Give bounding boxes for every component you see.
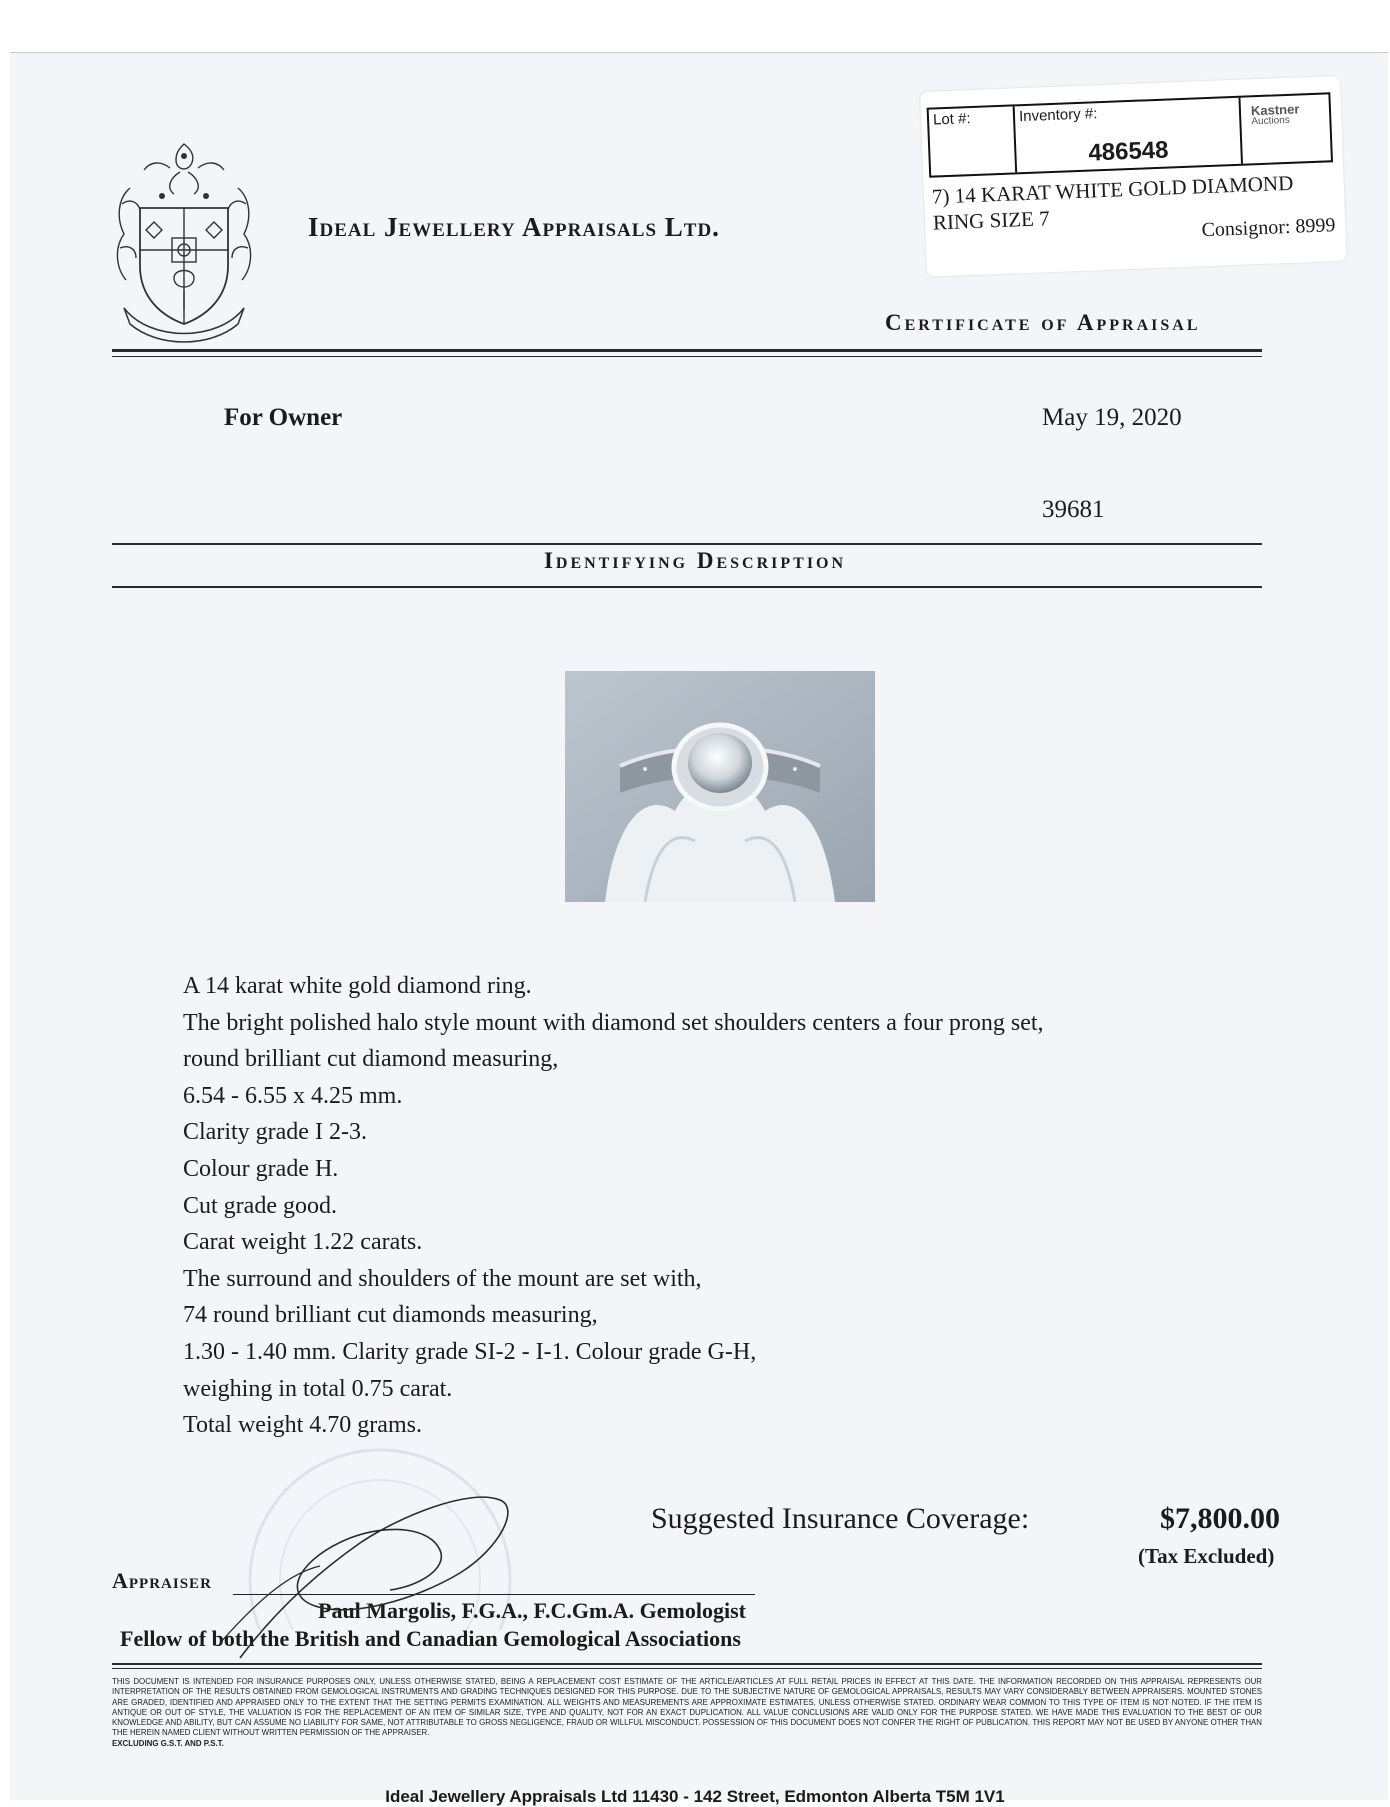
description-line: 1.30 - 1.40 mm. Clarity grade SI-2 - I-1. Colour grade G-H, <box>183 1338 757 1365</box>
disclaimer-text <box>112 1677 1262 1749</box>
company-address-footer: Ideal Jewellery Appraisals Ltd 11430 - 142 Street, Edmonton Alberta T5M 1V1 <box>385 1787 1005 1806</box>
disclaimer-body: THIS DOCUMENT IS INTENDED FOR INSURANCE PURPOSES ONLY, UNLESS OTHERWISE STATED, BEING A REPLACEMENT COST ESTIMATE OF THE ARTICLE/ARTICLES AT FULL RETAIL PRICES IN EFFECT AT THIS DATE. THE INFORMATION RECORDED ON THIS APPRAISAL REPRESENTS OUR INTERPRETATION OF THE RESULTS OBTAINED FROM GEMOLOGICAL INSTRUMENTS AND GRADING TECHNIQUES DESIGNED FOR THIS PURPOSE. DUE TO THE SUBJECTIVE NATURE OF GEMOLOGICAL APPRAISALS, RESULTS MAY VARY CONSIDERABLY BETWEEN APPRAISERS. MOUNTED STONES ARE GRADED, IDENTIFIED AND APPRAISED ONLY TO THE EXTENT THAT THE SETTING PERMITS EXAMINATION. ALL WEIGHTS AND MEASUREMENTS ARE APPROXIMATE ESTIMATES, UNLESS OTHERWISE STATED. ORDINARY WEAR COMMON TO THIS TYPE OF ITEM IS NOT NOTED. IF THE ITEM IS ANTIQUE OR OUT OF STYLE, THE VALUATION IS FOR THE REPLACEMENT OF AN ITEM OF SIMILAR SIZE, TYPE AND QUALITY, NOT FOR AN EXACT DUPLICATION. ALL VALUE CONCLUSIONS ARE VALID ONLY FOR THE PURPOSE STATED. WE HAVE MADE THIS EVALUATION TO THE BEST OF OUR KNOWLEDGE AND ABILITY, BUT CAN ASSUME NO LIABILITY FOR SAME, NOT ATTRIBUTABLE TO GROSS NEGLIGENCE, FRAUD OR WILLFUL MISCONDUCT. POSSESSION OF THIS DOCUMENT DOES NOT CONFER THE RIGHT OF PUBLICATION. THIS REPORT MAY NOT BE USED BY ANYONE OTHER THAN THE HEREIN NAMED CLIENT WITHOUT WRITTEN PERMISSION OF THE APPRAISER. <box>112 1677 1262 1738</box>
auction-logo-line1: Kastner <box>1250 101 1300 119</box>
description-line: 6.54 - 6.55 x 4.25 mm. <box>183 1082 403 1109</box>
lot-label: Lot #: <box>932 110 971 129</box>
description-line: weighing in total 0.75 carat. <box>183 1375 453 1402</box>
description-line: A 14 karat white gold diamond ring. <box>183 973 532 999</box>
owner-label: For Owner <box>224 404 343 431</box>
inventory-cell <box>1015 98 1243 173</box>
description-line: Total weight 4.70 grams. <box>183 1412 422 1439</box>
coat-of-arms-crest <box>110 138 258 348</box>
section-rule-bottom <box>112 586 1262 588</box>
description-line: Cut grade good. <box>183 1192 337 1219</box>
logo-cell <box>1240 94 1330 163</box>
company-name: Ideal Jewellery Appraisals Ltd. <box>308 212 720 242</box>
header-rule-thin <box>112 356 1262 357</box>
footer-rule-thin <box>112 1668 1262 1669</box>
handwritten-signature <box>200 1468 530 1668</box>
description-line: The bright polished halo style mount with diamond set shoulders centers a four prong set, <box>183 1009 1044 1036</box>
description-line: Carat weight 1.22 carats. <box>183 1229 423 1256</box>
tax-excluded-note: (Tax Excluded) <box>1138 1544 1275 1568</box>
item-description <box>183 968 1044 1444</box>
insurance-amount: $7,800.00 <box>1160 1502 1280 1535</box>
description-line: round brilliant cut diamond measuring, <box>183 1046 559 1073</box>
appraiser-name: Paul Margolis, F.G.A., F.C.Gm.A. Gemologist <box>318 1598 746 1623</box>
ring-photo <box>565 671 875 902</box>
tag-table <box>927 92 1333 177</box>
appraiser-label: Appraiser <box>112 1568 212 1593</box>
description-line: Clarity grade I 2-3. <box>183 1119 367 1146</box>
insurance-label: Suggested Insurance Coverage: <box>651 1502 1030 1535</box>
tag-description: 7) 14 KARAT WHITE GOLD DIAMOND RING SIZE 7 <box>931 170 1294 235</box>
section-rule-top <box>112 543 1262 545</box>
identifying-description-title: Identifying Description <box>543 548 847 573</box>
lot-cell <box>929 106 1017 175</box>
auction-logo-line2: Auctions <box>1251 114 1290 128</box>
appraisal-date: May 19, 2020 <box>1042 404 1182 431</box>
appraisal-number: 39681 <box>1042 496 1105 523</box>
description-line: The surround and shoulders of the mount are set with, <box>183 1265 702 1292</box>
consignor-number: Consignor: 8999 <box>1201 214 1336 242</box>
header-rule-thick <box>112 349 1262 352</box>
footer-rule-thick <box>112 1663 1262 1665</box>
appraiser-fellowship: Fellow of both the British and Canadian Gemological Associations <box>120 1626 741 1651</box>
inventory-number: 486548 <box>1087 136 1169 167</box>
auction-logo <box>1251 103 1300 127</box>
certificate-title: Certificate of Appraisal <box>885 310 1201 335</box>
description-line: 74 round brilliant cut diamonds measuring, <box>183 1302 598 1329</box>
inventory-label: Inventory #: <box>1018 105 1098 126</box>
tax-exclusion-note: EXCLUDING G.S.T. AND P.S.T. <box>112 1738 224 1748</box>
description-line: Colour grade H. <box>183 1155 339 1182</box>
auction-lot-tag <box>920 76 1347 277</box>
